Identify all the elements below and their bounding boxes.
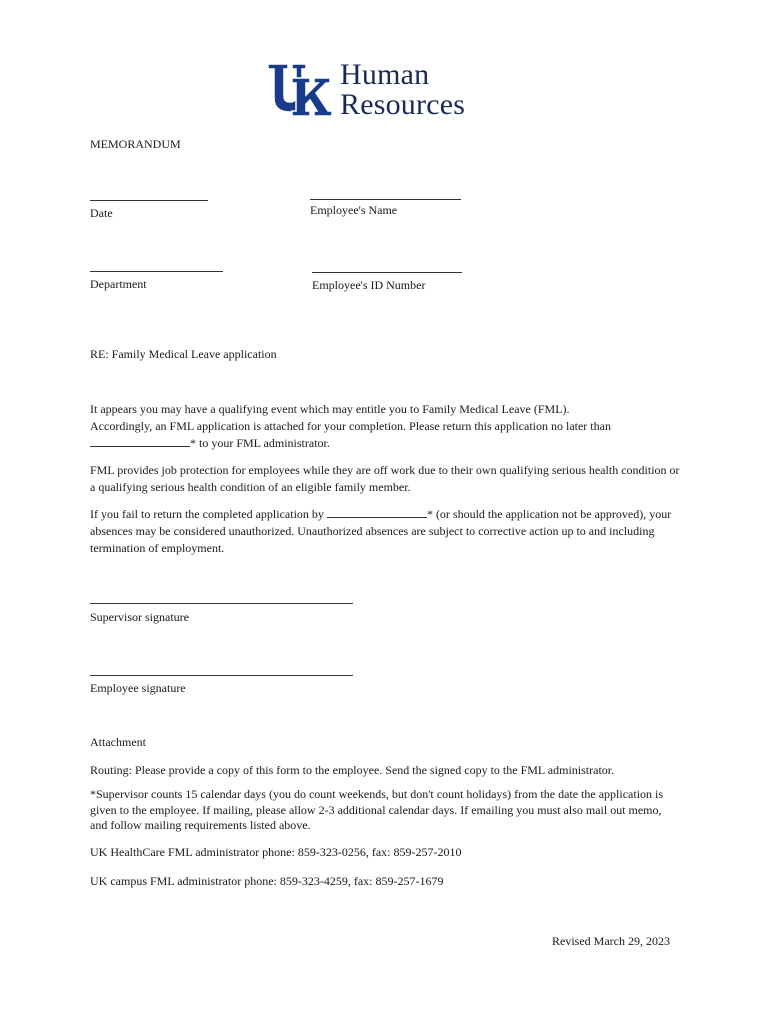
supervisor-note: *Supervisor counts 15 calendar days (you do count weekends, but don't count holidays) from the date the application is given to the employee. If mailing, please allow 2-3 additional calendar days. If emailing you must also mail out memo, and follow mailing requirements listed above. [90,787,664,832]
logo-wordmark [340,60,465,120]
employee-signature-label: Employee signature [90,681,186,695]
department-label: Department [90,277,147,291]
supervisor-signature-label: Supervisor signature [90,610,189,624]
healthcare-contact: UK HealthCare FML administrator phone: 859-323-0256, fax: 859-257-2010 [90,845,462,859]
p3-prefix: If you fail to return the completed application by [90,507,324,521]
p1-line1: It appears you may have a qualifying event which may entitle you to Family Medical Leave (FML). [90,402,570,416]
paragraph-unauthorized-absence [90,506,680,557]
memo-title: MEMORANDUM [90,137,181,151]
supervisor-signature-line[interactable] [90,603,353,604]
logo-line-resources: Resources [340,88,466,121]
routing-text: Routing: Please provide a copy of this form to the employee. Send the signed copy to the FML administrator. [90,763,615,777]
employee-name-field-line[interactable] [310,199,461,200]
p1-line2: Accordingly, an FML application is attached for your completion. Please return this application no later than [90,419,611,433]
paragraph-fml-eligibility [90,401,680,452]
completion-deadline-blank[interactable] [327,508,427,518]
campus-contact: UK campus FML administrator phone: 859-323-4259, fax: 859-257-1679 [90,874,444,888]
uk-hr-logo [266,60,481,120]
re-line: RE: Family Medical Leave application [90,347,277,361]
employee-signature-line[interactable] [90,675,353,676]
date-label: Date [90,206,113,220]
p1-line3 [90,435,680,452]
p3-suffix: * (or should the application not be approved), your absences may be considered unauthorized. Unauthorized absences are subject to corrective action up to and including termination of employment. [90,507,672,555]
logo-line-human: Human [340,58,430,91]
return-deadline-blank[interactable] [90,437,190,447]
revised-date: Revised March 29, 2023 [552,934,670,948]
employee-id-field-line[interactable] [312,272,462,273]
paragraph-fml-protection: FML provides job protection for employees while they are off work due to their own qualifying serious health condition or a qualifying serious health condition of an eligible family member. [90,463,680,494]
p1-line3-suffix: * to your FML administrator. [190,436,330,450]
uk-logo-icon [266,62,332,118]
date-field-line[interactable] [90,200,208,201]
attachment-label: Attachment [90,735,146,749]
employee-id-label: Employee's ID Number [312,278,426,292]
employee-name-label: Employee's Name [310,203,398,217]
department-field-line[interactable] [90,271,223,272]
